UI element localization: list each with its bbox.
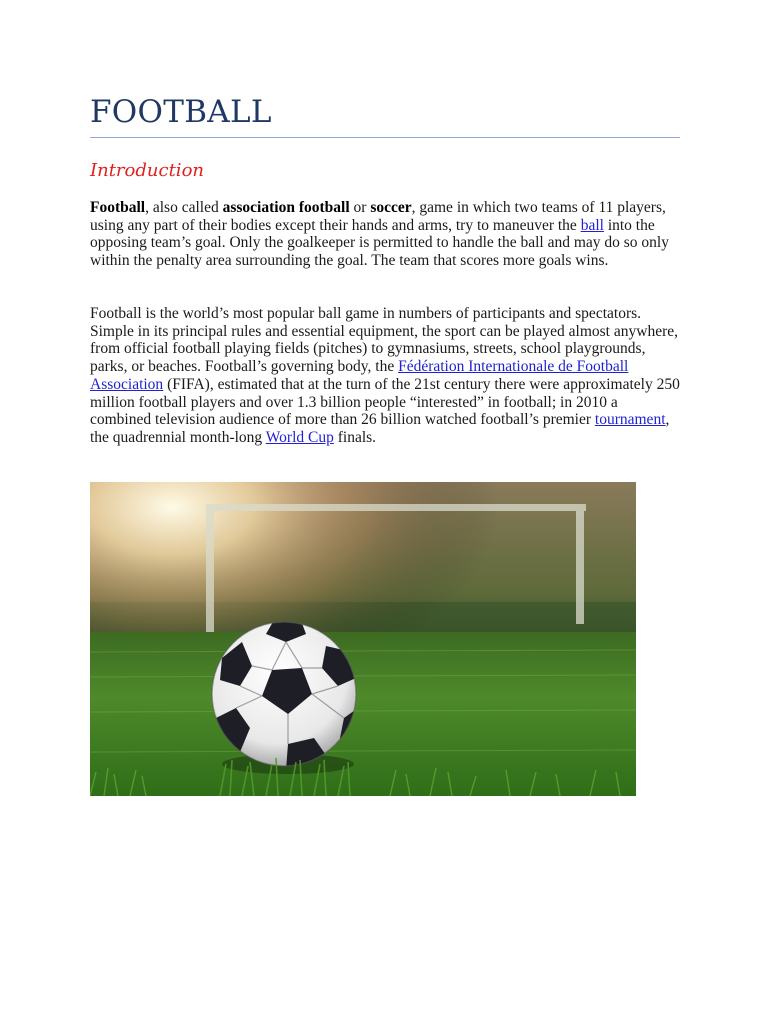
paragraph-text: or bbox=[349, 199, 371, 216]
soccer-ball-on-grass-illustration bbox=[90, 482, 636, 796]
document-title: FOOTBALL bbox=[90, 94, 272, 130]
paragraph-text: Football is the world’s most popular ball game in numbers of participants and spectators. Simple in its principal rules and essential equipment, the sport can be played almost anywhere, from official football playing fields (pitches) to gymnasiums, streets, school playgrounds, parks, or beaches. Football’s governing body, the bbox=[90, 305, 678, 376]
term-football: Football bbox=[90, 199, 146, 216]
soccer-ball-photo bbox=[90, 482, 636, 796]
paragraph-text: finals. bbox=[333, 428, 377, 446]
paragraph-text: into the opposing team’s goal. Only the goalkeeper is permitted to handle the ball and may do so only within the penalty area surrounding the goal. The team that scores more goals wins. bbox=[90, 216, 669, 270]
intro-paragraph bbox=[90, 199, 680, 270]
popularity-paragraph bbox=[90, 305, 680, 447]
link-ball[interactable]: ball bbox=[580, 216, 604, 234]
link-world-cup[interactable]: World Cup bbox=[265, 428, 334, 446]
term-soccer: soccer bbox=[370, 199, 412, 216]
title-underline-divider bbox=[90, 137, 680, 138]
link-fifa[interactable]: Fédération Internationale de Football Association bbox=[90, 358, 629, 393]
term-association-football: association football bbox=[222, 199, 350, 216]
link-tournament[interactable]: tournament bbox=[594, 411, 666, 429]
paragraph-text: , game in which two teams of 11 players, using any part of their bodies except their hands and arms, try to maneuver the bbox=[90, 199, 666, 234]
section-heading-introduction: Introduction bbox=[90, 160, 204, 181]
paragraph-text: , the quadrennial month-long bbox=[90, 411, 670, 446]
paragraph-text: (FIFA), estimated that at the turn of the 21st century there were approximately 250 million football players and over 1.3 billion people “interested” in football; in 2010 a combined television audience of more than 26 billion watched football’s premier bbox=[90, 375, 680, 429]
paragraph-text: , also called bbox=[145, 199, 223, 216]
